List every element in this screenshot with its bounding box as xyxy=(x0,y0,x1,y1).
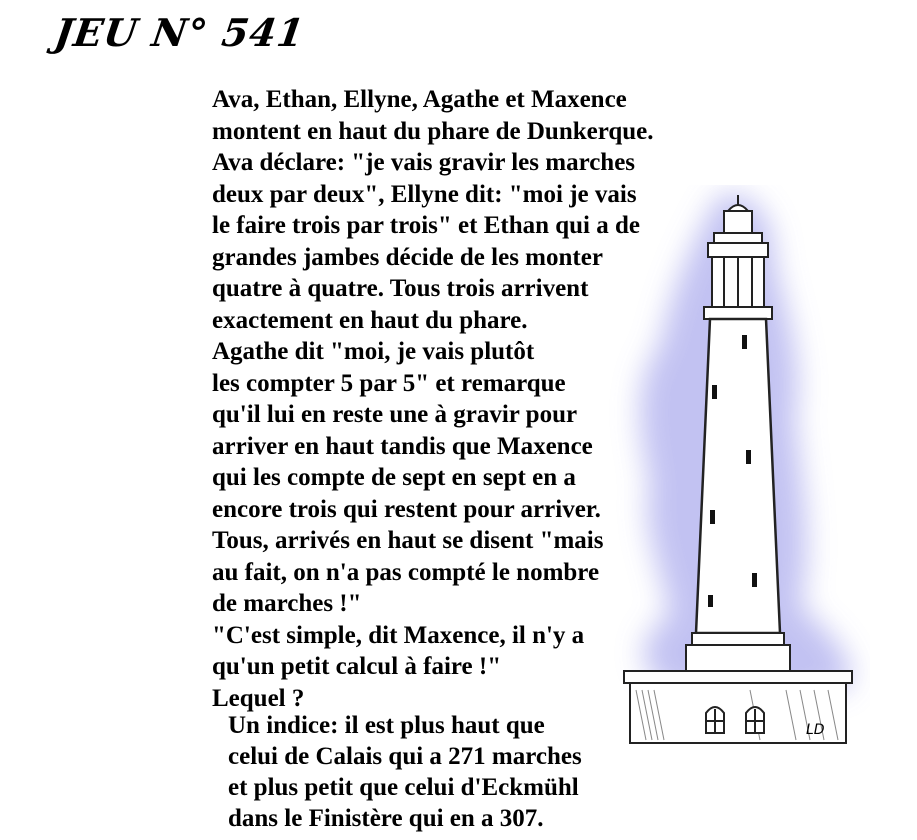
puzzle-line: Lequel ? xyxy=(212,684,305,712)
puzzle-line: de marches !" xyxy=(212,590,362,617)
hint-text xyxy=(228,710,648,834)
puzzle-line: Ava déclare: "je vais gravir les marches xyxy=(212,149,636,176)
puzzle-line: au fait, on n'a pas compté le nombre xyxy=(212,558,600,586)
hint-line: et plus petit que celui d'Eckmühl xyxy=(228,774,579,801)
puzzle-line: "C'est simple, dit Maxence, il n'y a xyxy=(212,621,585,649)
puzzle-line: Agathe dit "moi, je vais plutôt xyxy=(212,338,535,365)
hint-line: dans le Finistère qui en a 307. xyxy=(228,805,544,832)
page-title: JEU N° 541 xyxy=(51,10,308,55)
puzzle-line: encore trois qui restent pour arriver. xyxy=(212,495,601,523)
puzzle-line: arriver en haut tandis que Maxence xyxy=(212,432,593,460)
hint-line: celui de Calais qui a 271 marches xyxy=(228,743,582,770)
puzzle-line: quatre à quatre. Tous trois arrivent xyxy=(212,275,589,302)
hint-line: Un indice: il est plus haut que xyxy=(228,712,545,739)
artist-signature: LD xyxy=(806,722,825,738)
puzzle-line: exactement en haut du phare. xyxy=(212,306,528,334)
puzzle-line: qu'il lui en reste une à gravir pour xyxy=(212,401,578,428)
puzzle-line: deux par deux", Ellyne dit: "moi je vais xyxy=(212,180,637,208)
puzzle-line: les compter 5 par 5" et remarque xyxy=(212,369,566,397)
puzzle-line: le faire trois par trois" et Ethan qui a de xyxy=(212,212,641,239)
puzzle-line: qui les compte de sept en sept en a xyxy=(212,464,576,491)
puzzle-text xyxy=(212,84,732,714)
puzzle-line: Tous, arrivés en haut se disent "mais xyxy=(212,527,604,554)
puzzle-line: grandes jambes décide de les monter xyxy=(212,243,603,271)
puzzle-line: Ava, Ethan, Ellyne, Agathe et Maxence xyxy=(212,86,627,113)
puzzle-line: montent en haut du phare de Dunkerque. xyxy=(212,117,654,145)
puzzle-line: qu'un petit calcul à faire !" xyxy=(212,653,502,680)
